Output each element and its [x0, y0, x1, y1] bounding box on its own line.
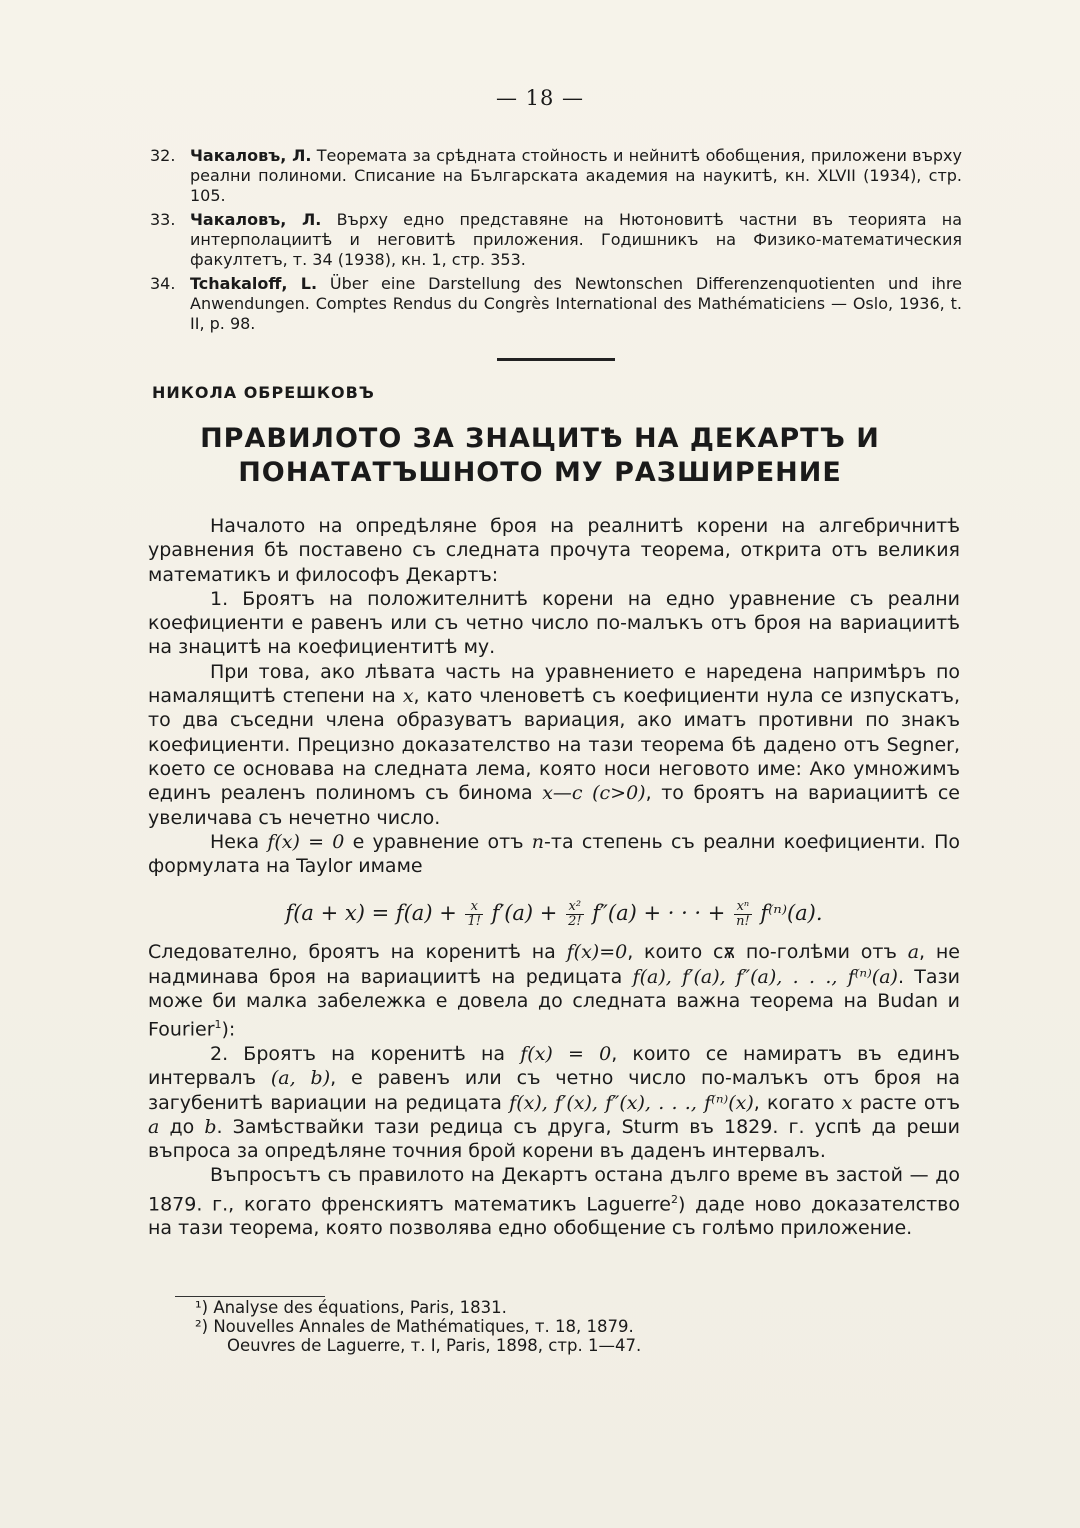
math-inline: n: [531, 830, 545, 853]
math-inline: f(x)=0: [566, 941, 628, 964]
reference-text: [190, 146, 962, 206]
text-run: ):: [221, 1018, 236, 1041]
text-run: , които се намиратъ въ единъ интервалъ: [148, 1042, 960, 1090]
fraction: [734, 900, 752, 929]
fraction-numerator: x²: [566, 900, 584, 915]
reference-number: 34.: [150, 274, 176, 293]
text-run: Нека: [210, 830, 268, 853]
text-run: , като членоветѣ съ коефициенти нула се изпускатъ, то два съседни члена образуватъ вариация, ако иматъ противни по знакъ коефициенти. Прецизно доказателство на тази теорема бѣ дадено отъ Segner, което се основава на следната лема, която носи неговото име: Ако умножимъ единъ реаленъ полиномъ съ бинома: [148, 685, 960, 805]
article-title: ПРАВИЛОТО ЗА ЗНАЦИТѢ НА ДЕКАРТЪ И ПОНАТАТЪШНОТО МУ РАЗШИРЕНИЕ: [200, 423, 880, 488]
fraction-numerator: xⁿ: [734, 900, 752, 915]
formula-part: f⁽ⁿ⁾(a).: [760, 901, 823, 926]
text-run: 2. Броятъ на коренитѣ на: [210, 1042, 521, 1065]
math-inline: f(x) = 0: [520, 1042, 612, 1065]
text-run: е уравнение отъ: [344, 830, 532, 853]
section-divider: [497, 358, 615, 361]
article-author: НИКОЛА ОБРЕШКОВЪ: [152, 383, 375, 402]
theorem-2: [148, 1042, 960, 1163]
formula-part: f′(a) +: [491, 901, 558, 926]
reference-number: 33.: [150, 210, 176, 229]
footnote-2-continued: Oeuvres de Laguerre, т. I, Paris, 1898, стр. 1—47.: [227, 1336, 642, 1355]
formula-part: f(a + x) = f(a) +: [285, 901, 457, 926]
math-inline: x: [402, 685, 414, 708]
reference-author: Tchakaloff, L.: [190, 274, 318, 293]
reference-item: [150, 146, 962, 206]
text-run: -та степень съ реални коефициенти. По формулата на Taylor имаме: [148, 830, 960, 878]
footnote-text: Analyse des équations, Paris, 1831.: [213, 1298, 507, 1317]
fraction-denominator: 1!: [467, 914, 481, 930]
math-inline: f(a), f′(a), f″(a), . . ., f⁽ⁿ⁾(a): [632, 965, 898, 988]
article-body: [148, 514, 960, 1241]
text-run: ) даде ново доказателство на тази теорема, която позволява едно обобщение съ голѣмо приложение.: [148, 1193, 960, 1240]
text-run: , е равенъ или съ четно число по-малъкъ отъ броя на загубенитѣ вариации на редицата: [148, 1067, 960, 1114]
paragraph: [148, 830, 960, 879]
reference-text: [190, 274, 962, 334]
reference-body: Теоремата за срѣдната стойность и нейнитѣ обобщения, приложени върху реални полиноми. Списание на Българската академия на наукитѣ, кн. XLVII (1934), стр. 105.: [190, 146, 962, 205]
formula-part: f″(a) + · · · +: [592, 901, 726, 926]
reference-number: 32.: [150, 146, 176, 165]
text-run: . Тази може би малка забележка е довела до следната важна теорема на Budan и Fourier: [148, 965, 961, 1041]
paragraph: [148, 660, 960, 830]
footnote-text: Nouvelles Annales de Mathématiques, т. 18, 1879.: [213, 1317, 634, 1336]
text-run: , то броятъ на вариациитѣ се увеличава съ нечетно число.: [148, 782, 960, 829]
text-run: расте отъ: [852, 1091, 961, 1114]
footnote-2: [195, 1317, 895, 1336]
paragraph: Началото на опредѣляне броя на реалнитѣ корени на алгебричнитѣ уравнения бѣ поставено съ следната прочута теорема, открита отъ великия математикъ и философъ Декартъ:: [148, 515, 960, 586]
text-run: , които сѫ по-голѣми отъ: [627, 941, 908, 964]
reference-item: [150, 274, 962, 334]
footnote-1: [195, 1298, 895, 1317]
fraction-numerator: x: [465, 900, 483, 915]
text-run: Следователно, броятъ на коренитѣ на: [148, 941, 567, 964]
text-run: , когато: [753, 1091, 842, 1114]
math-inline: x: [841, 1091, 853, 1114]
text-run: Въпросътъ съ правилото на Декартъ остана дълго време въ застой — до 1879. г., когато френскиятъ математикъ Laguerre: [148, 1164, 960, 1216]
paragraph: [148, 1163, 960, 1240]
footnote-marker: 2: [670, 1192, 678, 1206]
text-run: При това, ако лѣвата часть на уравнението е наредена напримѣръ по намалящитѣ степени на: [148, 660, 960, 708]
fraction-denominator: n!: [736, 914, 750, 930]
footnote-mark: ¹): [195, 1298, 209, 1317]
reference-body: Über eine Darstellung des Newtonschen Differenzenquotienten und ihre Anwendungen. Comptes Rendus du Congrès International des Mathématiciens — Oslo, 1936, t. II, p. 98.: [190, 274, 962, 333]
math-inline: x—c (c>0): [542, 782, 646, 805]
reference-list: [150, 146, 962, 338]
paragraph: [148, 940, 960, 1042]
math-inline: (a, b): [270, 1067, 331, 1090]
theorem-1: 1. Броятъ на положителнитѣ корени на едно уравнение съ реални коефициенти е равенъ или съ четно число по-малъкъ отъ броя на вариациитѣ на знацитѣ на коефициентитѣ му.: [148, 587, 960, 659]
fraction: [566, 900, 584, 929]
fraction: [465, 900, 483, 929]
fraction-denominator: 2!: [568, 914, 582, 930]
math-inline: f(x) = 0: [267, 830, 345, 853]
math-inline: b: [204, 1115, 217, 1138]
math-inline: a: [148, 1115, 160, 1138]
taylor-formula: [148, 896, 960, 930]
footnotes: [195, 1298, 895, 1355]
text-run: до: [159, 1115, 205, 1138]
text-run: . Замѣствайки тази редица съ друга, Sturm въ 1829. г. успѣ да реши въпроса за опредѣляне точния брой корени въ даденъ интервалъ.: [148, 1115, 961, 1163]
reference-author: Чакаловъ, Л.: [190, 146, 312, 165]
math-inline: a: [907, 941, 920, 964]
reference-body: Върху едно представяне на Нютоновитѣ частни въ теорията на интерполациитѣ и неговитѣ приложения. Годишникъ на Физико-математическия факултетъ, т. 34 (1938), кн. 1, стр. 353.: [190, 210, 962, 269]
footnote-marker: 1: [214, 1018, 222, 1032]
footnote-mark: ²): [195, 1317, 209, 1336]
math-inline: f(x), f′(x), f″(x), . . ., f⁽ⁿ⁾(x): [509, 1091, 754, 1114]
footnote-rule: [175, 1296, 325, 1297]
reference-author: Чакаловъ, Л.: [190, 210, 322, 229]
text-run: , не надминава броя на вариациитѣ на редицата: [148, 941, 960, 988]
reference-item: [150, 210, 962, 270]
page-number: — 18 —: [495, 86, 585, 110]
reference-text: [190, 210, 962, 270]
